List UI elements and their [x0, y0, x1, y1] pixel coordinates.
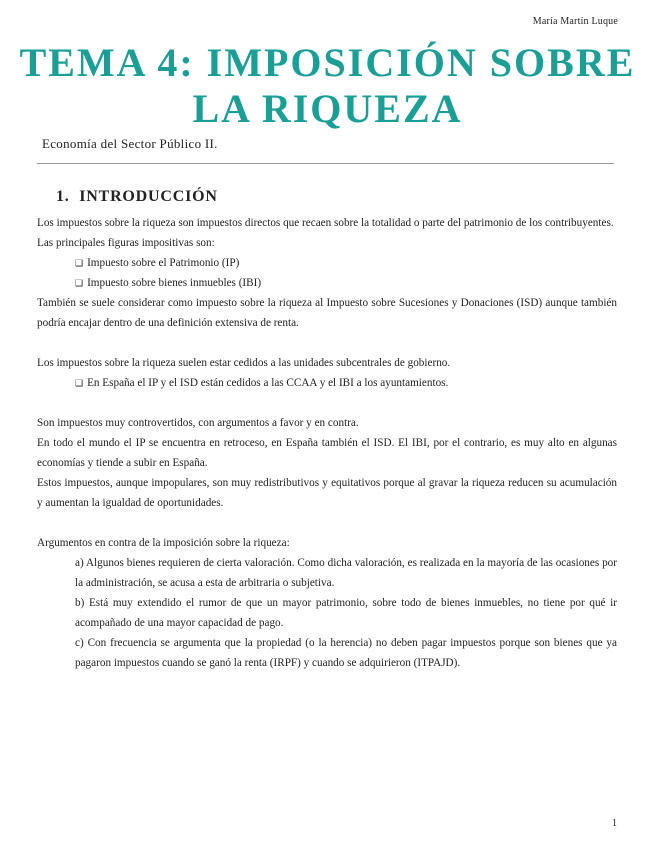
section-heading	[56, 188, 218, 206]
spacer	[37, 333, 617, 353]
title-divider	[37, 163, 614, 164]
paragraph: También se suele considerar como impuesto sobre la riqueza al Impuesto sobre Sucesiones y Donaciones (ISD) aunque también podría encajar dentro de una definición extensiva de renta.	[37, 297, 617, 329]
checkbox-bullet-icon: ❑	[75, 258, 84, 268]
document-body	[37, 213, 617, 673]
paragraph: Argumentos en contra de la imposición sobre la riqueza:	[37, 537, 290, 549]
bullet-item	[37, 253, 617, 273]
paragraph: Los impuestos sobre la riqueza son impuestos directos que recaen sobre la totalidad o parte del patrimonio de los contribuyentes.	[37, 217, 614, 229]
document-subtitle: Economía del Sector Público II.	[42, 136, 218, 151]
bullet-item	[37, 373, 617, 393]
paragraph: Estos impuestos, aunque impopulares, son muy redistributivos y equitativos porque al gravar la riqueza reducen su acumulación y aumentan la igualdad de oportunidades.	[37, 477, 617, 509]
argument-item: b) Está muy extendido el rumor de que un mayor patrimonio, sobre todo de bienes inmuebles, no tiene por qué ir acompañado de una mayor capacidad de pago.	[75, 597, 617, 629]
section-number: 1.	[56, 188, 70, 205]
spacer	[37, 513, 617, 533]
author-name: María Martín Luque	[532, 16, 618, 27]
document-title: TEMA 4: IMPOSICIÓN SOBRE LA RIQUEZA	[19, 40, 636, 131]
paragraph: Son impuestos muy controvertidos, con argumentos a favor y en contra.	[37, 417, 359, 429]
spacer	[37, 393, 617, 413]
paragraph: Los impuestos sobre la riqueza suelen estar cedidos a las unidades subcentrales de gobierno.	[37, 357, 451, 369]
checkbox-bullet-icon: ❑	[75, 378, 84, 388]
bullet-text: Impuesto sobre el Patrimonio (IP)	[87, 257, 240, 269]
bullet-item	[37, 273, 617, 293]
bullet-text: Impuesto sobre bienes inmuebles (IBI)	[87, 277, 262, 289]
checkbox-bullet-icon: ❑	[75, 278, 84, 288]
argument-item: a) Algunos bienes requieren de cierta valoración. Como dicha valoración, es realizada en la mayoría de las ocasiones por la administración, se acusa a esta de arbitraria o subjetiva.	[75, 557, 617, 589]
paragraph: Las principales figuras impositivas son:	[37, 237, 215, 249]
paragraph: En todo el mundo el IP se encuentra en retroceso, en España también el ISD. El IBI, por el contrario, es muy alto en algunas economías y tiende a subir en España.	[37, 437, 617, 469]
argument-item: c) Con frecuencia se argumenta que la propiedad (o la herencia) no deben pagar impuestos porque son bienes que ya pagaron impuestos cuando se ganó la renta (IRPF) y cuando se adquirieron (ITPAJD).	[75, 637, 617, 669]
section-title: INTRODUCCIÓN	[79, 188, 218, 205]
page-number: 1	[612, 818, 617, 829]
bullet-text: En España el IP y el ISD están cedidos a las CCAA y el IBI a los ayuntamientos.	[87, 377, 449, 389]
